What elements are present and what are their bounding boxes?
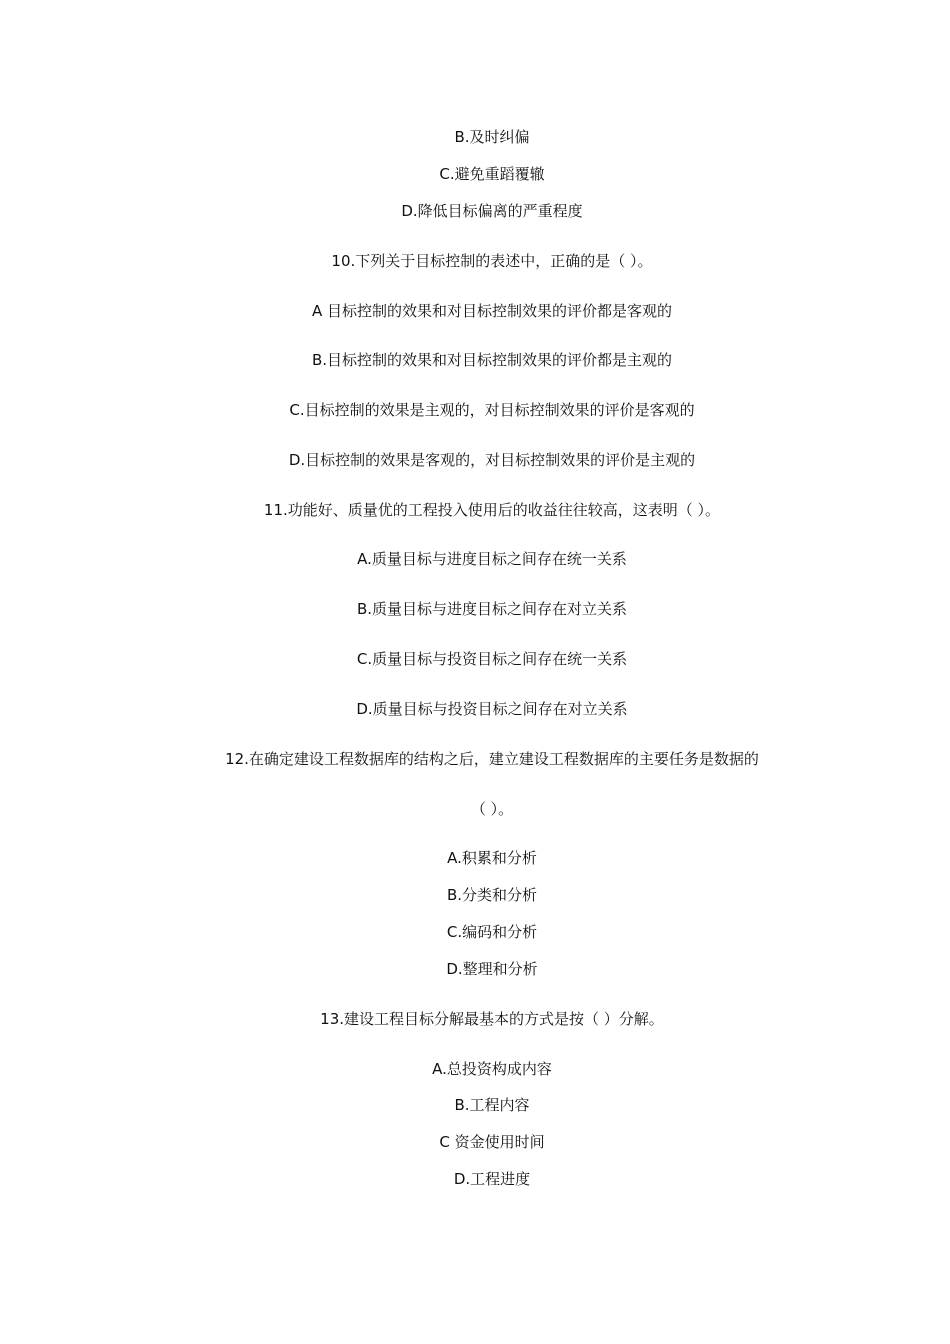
- q13-option-c: C 资金使用时间: [439, 1133, 545, 1151]
- q12-option-c: C.编码和分析: [446, 923, 538, 941]
- q9-option-b: B.及时纠偏: [454, 128, 530, 146]
- q12-option-b: B.分类和分析: [446, 886, 538, 904]
- q13-stem: 13.建设工程目标分解最基本的方式是按（ ）分解。: [320, 1010, 664, 1028]
- q9-option-d: D.降低目标偏离的严重程度: [401, 202, 583, 220]
- q11-stem: 11.功能好、质量优的工程投入使用后的收益往往较高，这表明（ ）。: [263, 501, 721, 519]
- q13-option-a: A.总投资构成内容: [432, 1060, 552, 1078]
- q9-option-c: C.避免重蹈覆辙: [439, 165, 545, 183]
- q10-option-c: C.目标控制的效果是主观的，对目标控制效果的评价是客观的: [289, 401, 695, 419]
- q10-option-b: B.目标控制的效果和对目标控制效果的评价都是主观的: [311, 351, 673, 369]
- q12-option-a: A.积累和分析: [447, 849, 537, 867]
- q11-option-b: B.质量目标与进度目标之间存在对立关系: [356, 600, 628, 618]
- q11-option-a: A.质量目标与进度目标之间存在统一关系: [357, 550, 627, 568]
- q11-option-d: D.质量目标与投资目标之间存在对立关系: [356, 700, 628, 718]
- q12-stem-line2: （ ）。: [470, 800, 514, 818]
- q11-option-c: C.质量目标与投资目标之间存在统一关系: [356, 650, 628, 668]
- q10-option-d: D.目标控制的效果是客观的，对目标控制效果的评价是主观的: [288, 451, 696, 469]
- q12-option-d: D.整理和分析: [446, 960, 538, 978]
- q13-option-d: D.工程进度: [453, 1170, 531, 1188]
- q13-option-b: B.工程内容: [454, 1096, 530, 1114]
- q10-option-a: A 目标控制的效果和对目标控制效果的评价都是客观的: [311, 302, 673, 320]
- q10-stem: 10.下列关于目标控制的表述中，正确的是（ ）。: [331, 252, 653, 270]
- q12-stem-line1: 12.在确定建设工程数据库的结构之后，建立建设工程数据库的主要任务是数据的: [225, 750, 759, 768]
